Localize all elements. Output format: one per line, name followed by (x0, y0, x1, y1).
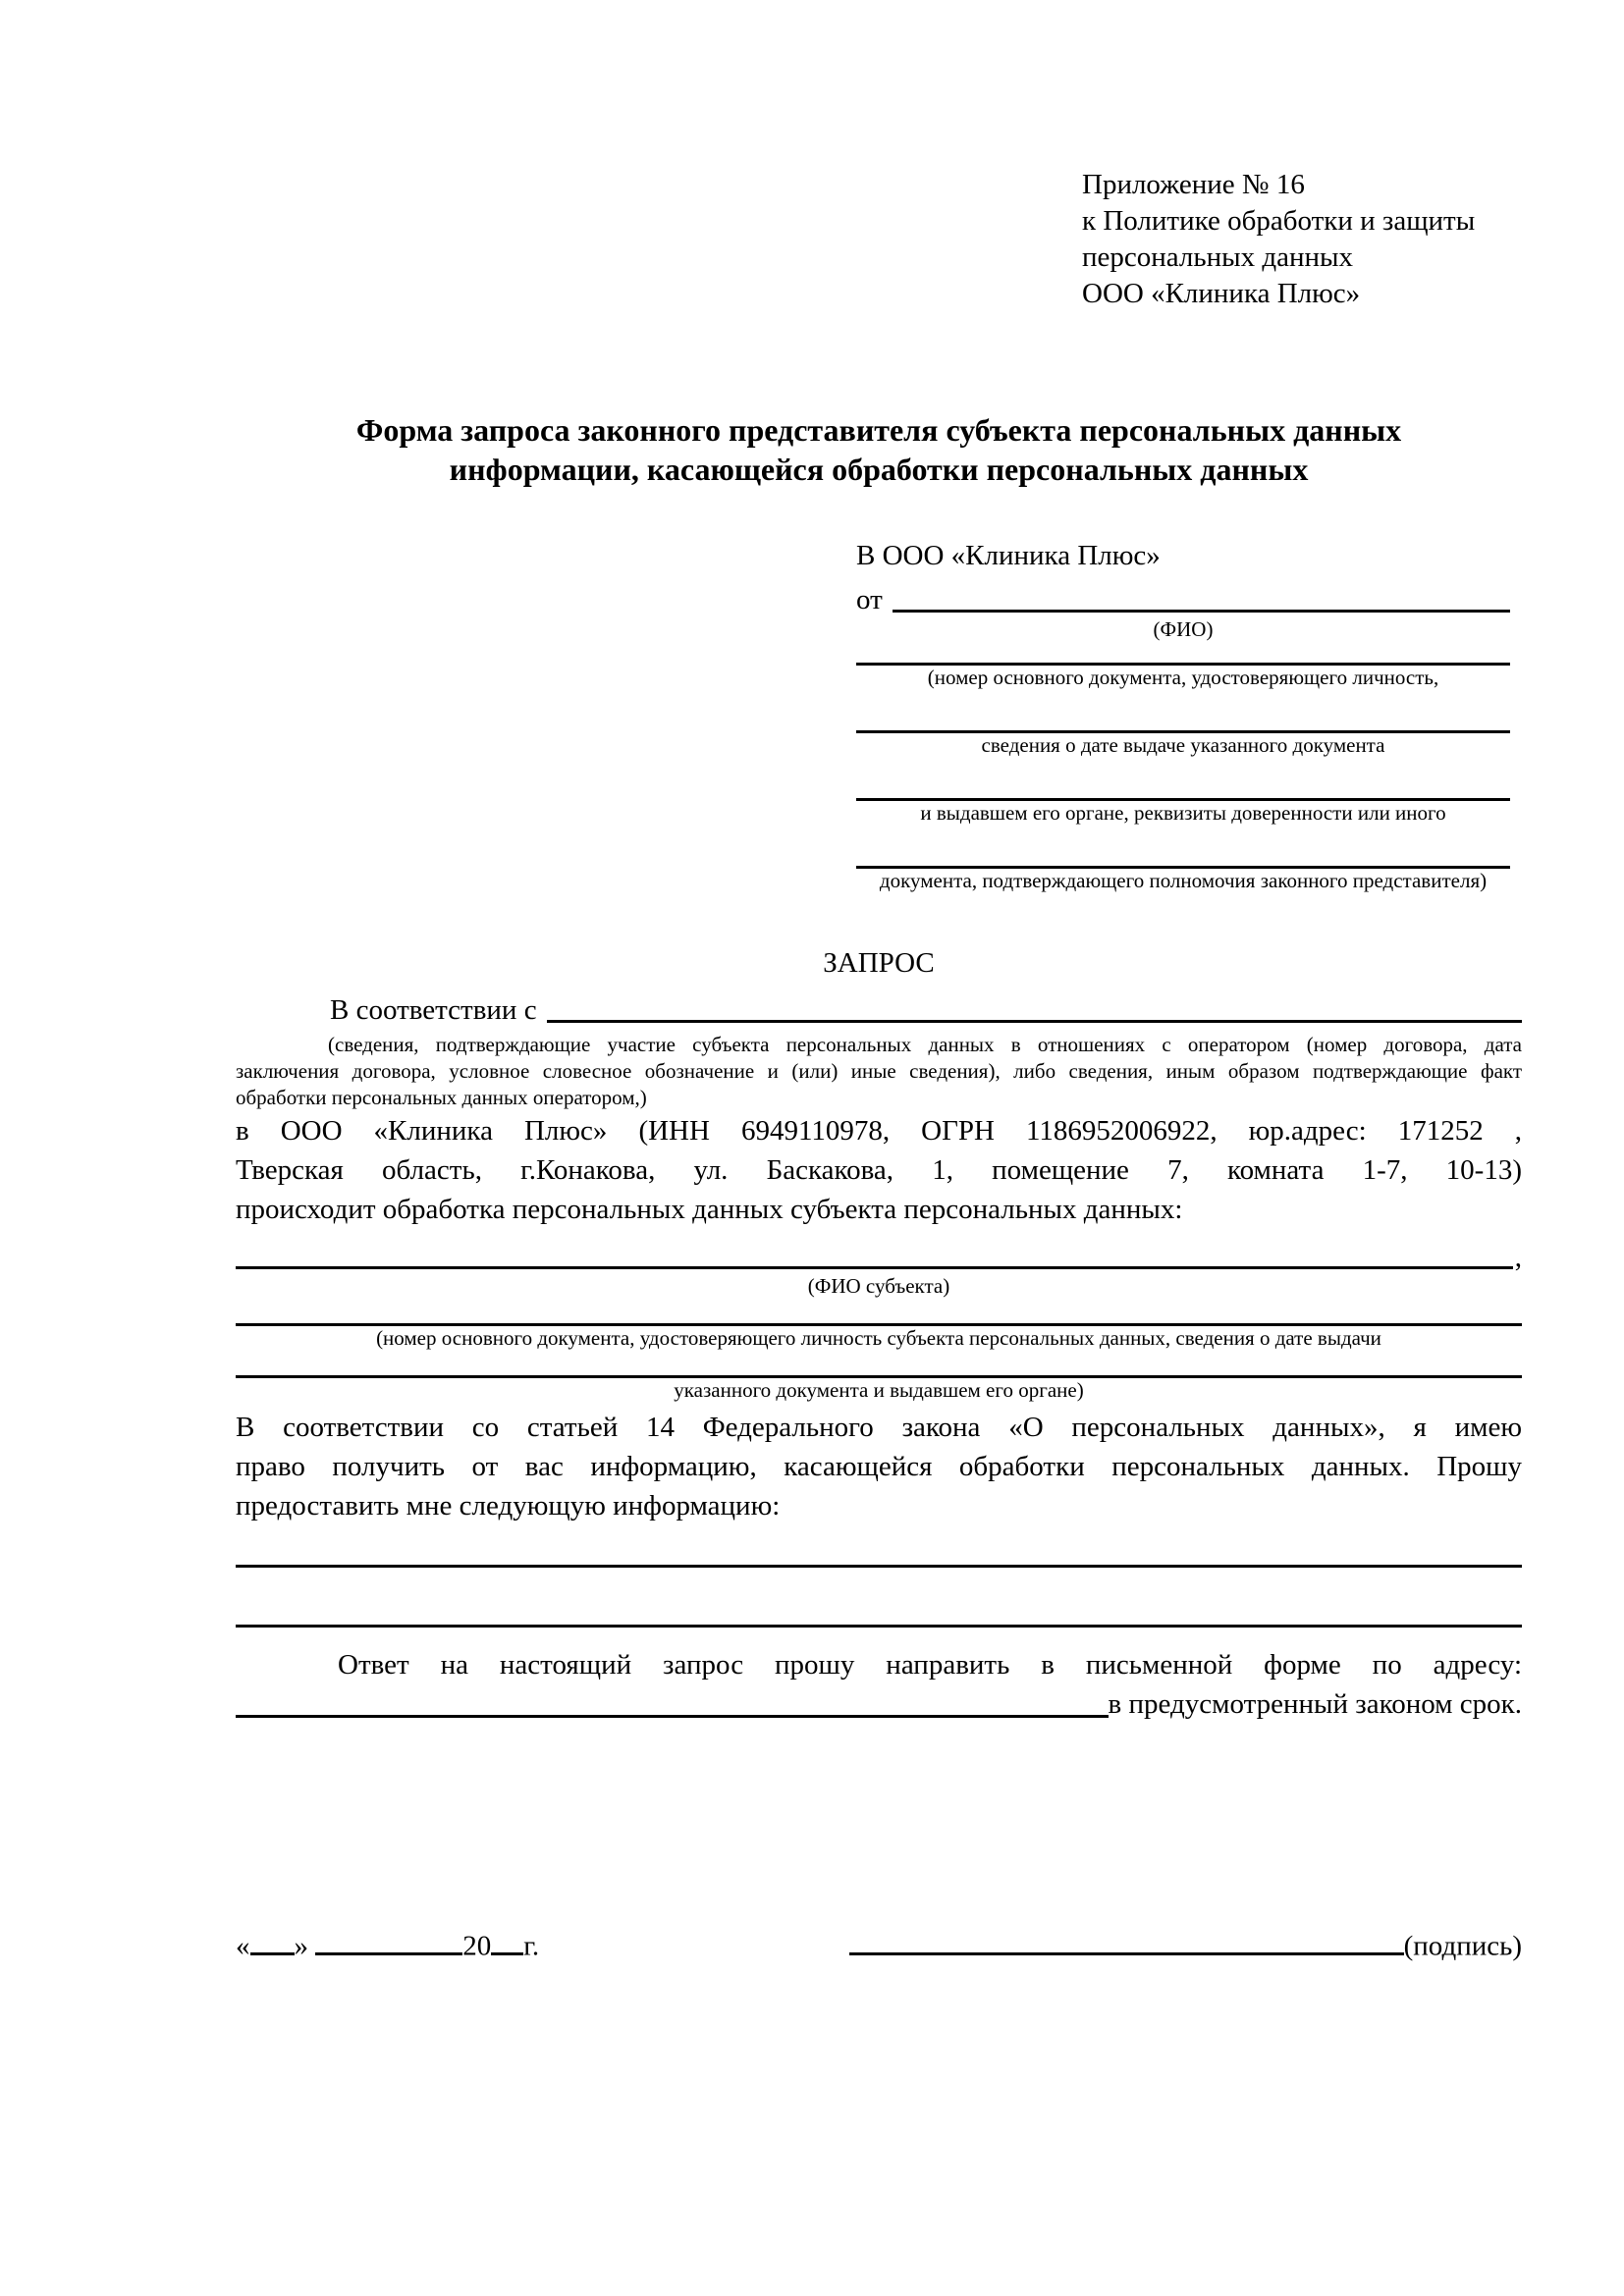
request-heading: ЗАПРОС (823, 947, 935, 979)
form-title-line: информации, касающейся обработки персональных данных (449, 452, 1309, 487)
date-year-suffix: г. (523, 1930, 540, 1962)
answer-suffix: в предусмотренный законом срок. (1108, 1688, 1522, 1720)
subject-fio-line (236, 1266, 1513, 1269)
answer-fill-line (236, 1715, 1109, 1718)
form-title-line: Форма запроса законного представителя субъекта персональных данных (355, 412, 1402, 448)
date-year-prefix: 20 (462, 1930, 492, 1962)
accordance-fill-line (547, 1020, 1522, 1023)
accordance-row (236, 992, 1522, 1028)
from-row (856, 582, 1510, 617)
fine-print-line: заключения договора, условное словесное обозначение и (или) иные сведения), либо сведения, иным образом подтверждающие факт (236, 1059, 1522, 1083)
addressee-to: В ООО «Клиника Плюс» (856, 540, 1161, 571)
date-close-quote: » (294, 1930, 308, 1962)
date-month-fill (315, 1925, 462, 1955)
accordance-label: В соответствии с (330, 994, 537, 1026)
operator-line: Тверская область, г.Конакова, ул. Баскакова, 1, помещение 7, комната 1-7, 10-13) (236, 1154, 1522, 1186)
law-line: предоставить мне следующую информацию: (236, 1490, 781, 1522)
law-line: право получить от вас информацию, касающейся обработки персональных данных. Прошу (236, 1451, 1522, 1482)
law-line: В соответствии со статьей 14 Федерального закона «О персональных данных», я имею (236, 1412, 1522, 1443)
operator-line: в ООО «Клиника Плюс» (ИНН 6949110978, ОГРН 1186952006922, юр.адрес: 171252 , (236, 1115, 1522, 1147)
subject-doc-caption: указанного документа и выдавшем его органе) (674, 1378, 1084, 1402)
from-fill-line (893, 610, 1510, 613)
signature-fill-line (849, 1925, 1404, 1955)
form-title (236, 410, 1522, 489)
id-doc-caption: документа, подтверждающего полномочия законного представителя) (879, 869, 1488, 892)
header-line: персональных данных (1082, 241, 1354, 273)
signature-group (849, 1925, 1522, 1964)
info-blank-line (236, 1625, 1522, 1628)
footer-row (236, 1925, 1522, 1964)
date-group (236, 1925, 539, 1964)
answer-line: Ответ на настоящий запрос прошу направить в письменной форме по адресу: (338, 1649, 1522, 1681)
header-line: к Политике обработки и защиты (1082, 205, 1476, 237)
date-open-quote: « (236, 1930, 250, 1962)
info-blank-line (236, 1565, 1522, 1568)
subject-doc-caption: (номер основного документа, удостоверяющего личность субъекта персональных данных, сведения о дате выдачи (376, 1326, 1381, 1350)
operator-paragraph (236, 1111, 1522, 1229)
id-doc-caption: и выдавшем его органе, реквизиты доверенности или иного (920, 801, 1446, 825)
signature-caption: (подпись) (1403, 1930, 1522, 1962)
fine-print (236, 1032, 1522, 1111)
subject-comma: , (1514, 1242, 1522, 1273)
fio-caption: (ФИО) (1153, 617, 1214, 641)
date-day-fill (250, 1925, 295, 1955)
header-line: Приложение № 16 (1082, 169, 1305, 200)
answer-address-row (236, 1684, 1522, 1724)
law-paragraph (236, 1408, 1522, 1525)
id-doc-caption: сведения о дате выдаче указанного документа (981, 733, 1385, 757)
date-year-fill (491, 1925, 523, 1955)
subject-fio-caption: (ФИО субъекта) (807, 1274, 950, 1298)
id-doc-caption: (номер основного документа, удостоверяющего личность, (927, 666, 1439, 689)
addressee-block (856, 538, 1510, 892)
subject-fio-row (236, 1241, 1522, 1274)
operator-line: происходит обработка персональных данных субъекта персональных данных: (236, 1194, 1183, 1225)
fine-print-line: обработки персональных данных оператором,) (236, 1086, 647, 1109)
fine-print-line: (сведения, подтверждающие участие субъекта персональных данных в отношениях с оператором (номер договора, дата (328, 1033, 1522, 1056)
header-line: ООО «Клиника Плюс» (1082, 278, 1361, 309)
from-label: от (856, 584, 883, 615)
header-block (1082, 167, 1522, 312)
answer-paragraph (236, 1645, 1522, 1724)
